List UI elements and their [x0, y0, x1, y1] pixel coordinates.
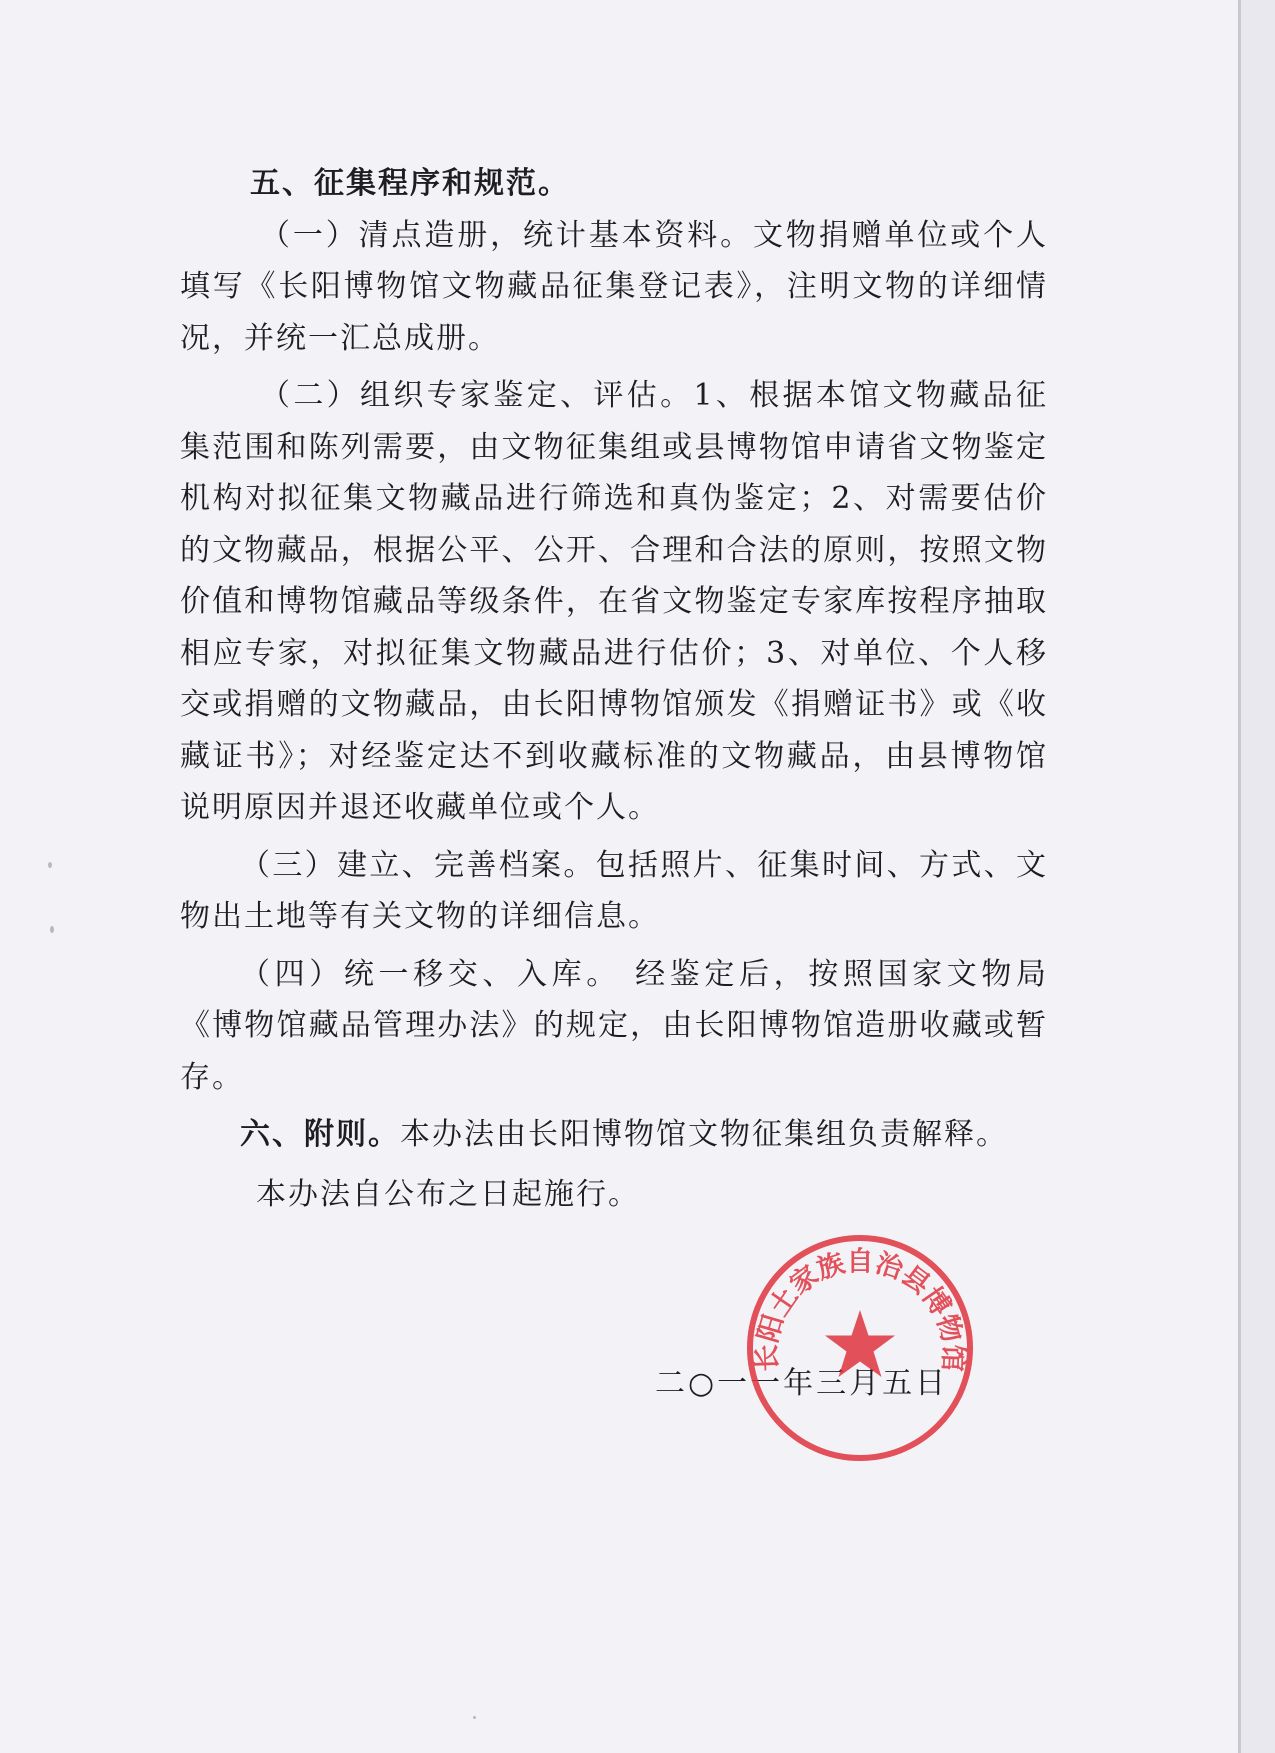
section-6-paragraph [180, 1109, 1048, 1161]
document-date: 二○一一年三月五日 [655, 1366, 949, 1401]
seal-text: 长阳土家族自治县博物馆 [751, 1246, 969, 1373]
page-edge [1238, 0, 1241, 1753]
section-6-text: 本办法由长阳博物馆文物征集组负责解释。 [400, 1117, 1008, 1152]
section-5-item-2: （二）组织专家鉴定、评估。1、根据本馆文物藏品征集范围和陈列需要，由文物征集组或县博物馆申请省文物鉴定机构对拟征集文物藏品进行筛选和真伪鉴定；2、对需要估价的文物藏品，根据公平、公开、合理和合法的原则，按照文物价值和博物馆藏品等级条件，在省文物鉴定专家库按程序抽取相应专家，对拟征集文物藏品进行估价；3、对单位、个人移交或捐赠的文物藏品，由长阳博物馆颁发《捐赠证书》或《收藏证书》；对经鉴定达不到收藏标准的文物藏品，由县博物馆说明原因并退还收藏单位或个人。 [180, 378, 1048, 825]
document-body [180, 158, 1048, 1220]
scan-speck [48, 862, 52, 868]
section-5-item-3: （三）建立、完善档案。包括照片、征集时间、方式、文物出土地等有关文物的详细信息。 [180, 847, 1048, 934]
official-seal-icon [742, 1230, 978, 1466]
section-5-heading: 五、征集程序和规范。 [250, 166, 570, 201]
scan-speck [473, 1716, 476, 1719]
scan-speck [50, 926, 54, 933]
section-5-item-1: （一）清点造册，统计基本资料。文物捐赠单位或个人填写《长阳博物馆文物藏品征集登记表》，注明文物的详细情况，并统一汇总成册。 [180, 217, 1048, 356]
section-6-heading: 六、附则。 [240, 1117, 400, 1152]
closing-statement: 本办法自公布之日起施行。 [256, 1176, 640, 1212]
section-5-item-4: （四）统一移交、入库。 经鉴定后，按照国家文物局《博物馆藏品管理办法》的规定，由长阳博物馆造册收藏或暂存。 [180, 956, 1048, 1095]
